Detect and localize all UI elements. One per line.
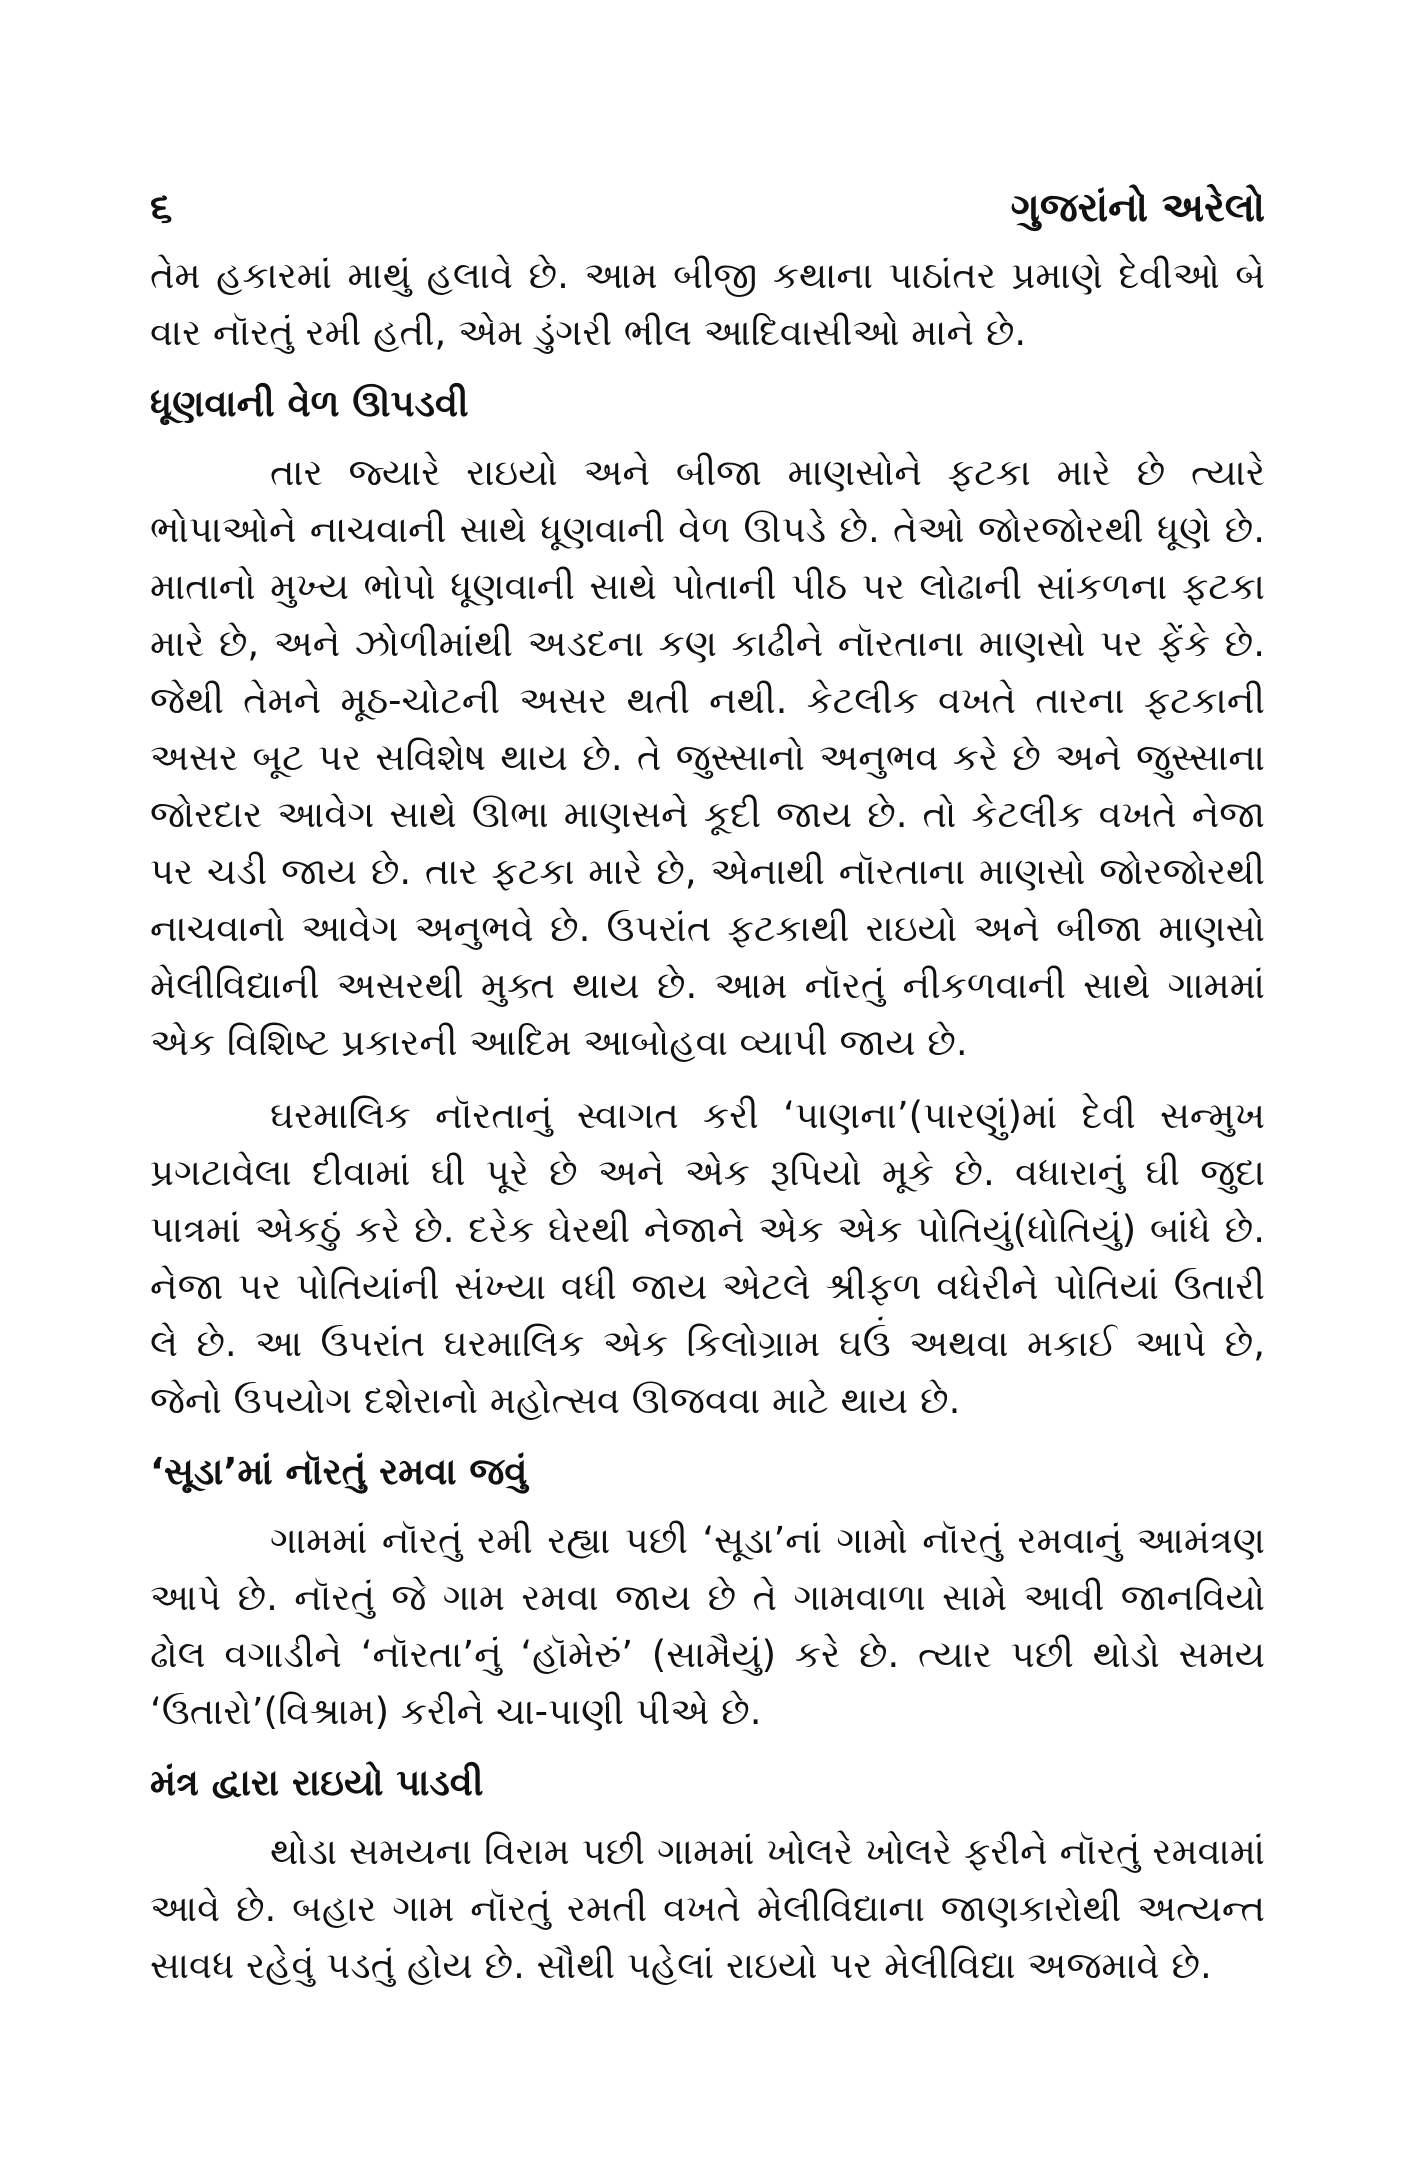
section-heading-1: ધૂણવાની વેળ ઊપડવી <box>150 382 469 425</box>
paragraph-2: તાર જ્યારે રાઇયો અને બીજા માણસોને ફટકા મારે છે ત્યારે ભોપાઓને નાચવાની સાથે ધૂણવાની વેળ ઊપડે છે. તેઓ જોરજોરથી ધૂણે છે. માતાનો મુખ્ય ભોપો ધૂણવાની સાથે પોતાની પીઠ પર લોઢાની સાંકળના ફટકા મારે છે, અને ઝોળીમાંથી અડદના કણ કાઢીને નૉરતાના માણસો પર ફેંકે છે. જેથી તેમને મૂઠ-ચોટની અસર થતી નથી. કેટલીક વખતે તારના ફટકાની અસર બૂટ પર સવિશેષ થાય છે. તે જુસ્સાનો અનુભવ કરે છે અને જુસ્સાના જોરદાર આવેગ સાથે ઊભા માણસને કૂદી જાય છે. તો કેટલીક વખતે નેજા પર ચડી જાય છે. તાર ફટકા મારે છે, એનાથી નૉરતાના માણસો જોરજોરથી નાચવાનો આવેગ અનુભવે છે. ઉપરાંત ફટકાથી રાઇયો અને બીજા માણસો મેલીવિદ્યાની અસરથી મુક્ત થાય છે. આમ નૉરતું નીકળવાની સાથે ગામમાં એક વિશિષ્ટ પ્રકારની આદિમ આબોહવા વ્યાપી જાય છે. <box>150 451 1265 1064</box>
running-title: ગુજરાંનો અરેલો <box>1010 185 1265 231</box>
page-number: ૬ <box>150 185 173 231</box>
section-heading-2: ‘સૂડા’માં નૉરતું રમવા જવું <box>150 1450 528 1493</box>
paragraph-4: ગામમાં નૉરતું રમી રહ્યા પછી ‘સૂડા’નાં ગામો નૉરતું રમવાનું આમંત્રણ આપે છે. નૉરતું જે ગામ રમવા જાય છે તે ગામવાળા સામે આવી જાનવિયો ઢોલ વગાડીને ‘નૉરતા’નું ‘હૉમેરું’ (સામૈયું) કરે છે. ત્યાર પછી થોડો સમય ‘ઉતારો’(વિશ્રામ) કરીને ચા-પાણી પીએ છે. <box>150 1519 1265 1733</box>
paragraph-3: ઘરમાલિક નૉરતાનું સ્વાગત કરી ‘પાણના’(પારણું)માં દેવી સન્મુખ પ્રગટાવેલા દીવામાં ઘી પૂરે છે અને એક રૂપિયો મૂકે છે. વધારાનું ઘી જુદા પાત્રમાં એકઠું કરે છે. દરેક ઘેરથી નેજાને એક એક પોતિયું(ધોતિયું) બાંધે છે. નેજા પર પોતિયાંની સંખ્યા વધી જાય એટલે શ્રીફળ વધેરીને પોતિયાં ઉતારી લે છે. આ ઉપરાંત ઘરમાલિક એક કિલોગ્રામ ઘઉં અથવા મકાઈ આપે છે, જેનો ઉપયોગ દશેરાનો મહોત્સવ ઊજવવા માટે થાય છે. <box>150 1094 1265 1422</box>
book-page <box>150 185 1265 1994</box>
page-header <box>150 185 1265 247</box>
paragraph-1: તેમ હકારમાં માથું હલાવે છે. આમ બીજી કથાના પાઠાંતર પ્રમાણે દેવીઓ બે વાર નૉરતું રમી હતી, એમ ડુંગરી ભીલ આદિવાસીઓ માને છે. <box>150 254 1265 354</box>
section-heading-3: મંત્ર દ્વારા રાઇયો પાડવી <box>150 1761 484 1804</box>
paragraph-5: થોડા સમયના વિરામ પછી ગામમાં ખોલરે ખોલરે ફરીને નૉરતું રમવામાં આવે છે. બહાર ગામ નૉરતું રમતી વખતે મેલીવિદ્યાના જાણકારોથી અત્યન્ત સાવધ રહેવું પડતું હોય છે. સૌથી પહેલાં રાઇયો પર મેલીવિદ્યા અજમાવે છે. <box>150 1830 1265 1987</box>
